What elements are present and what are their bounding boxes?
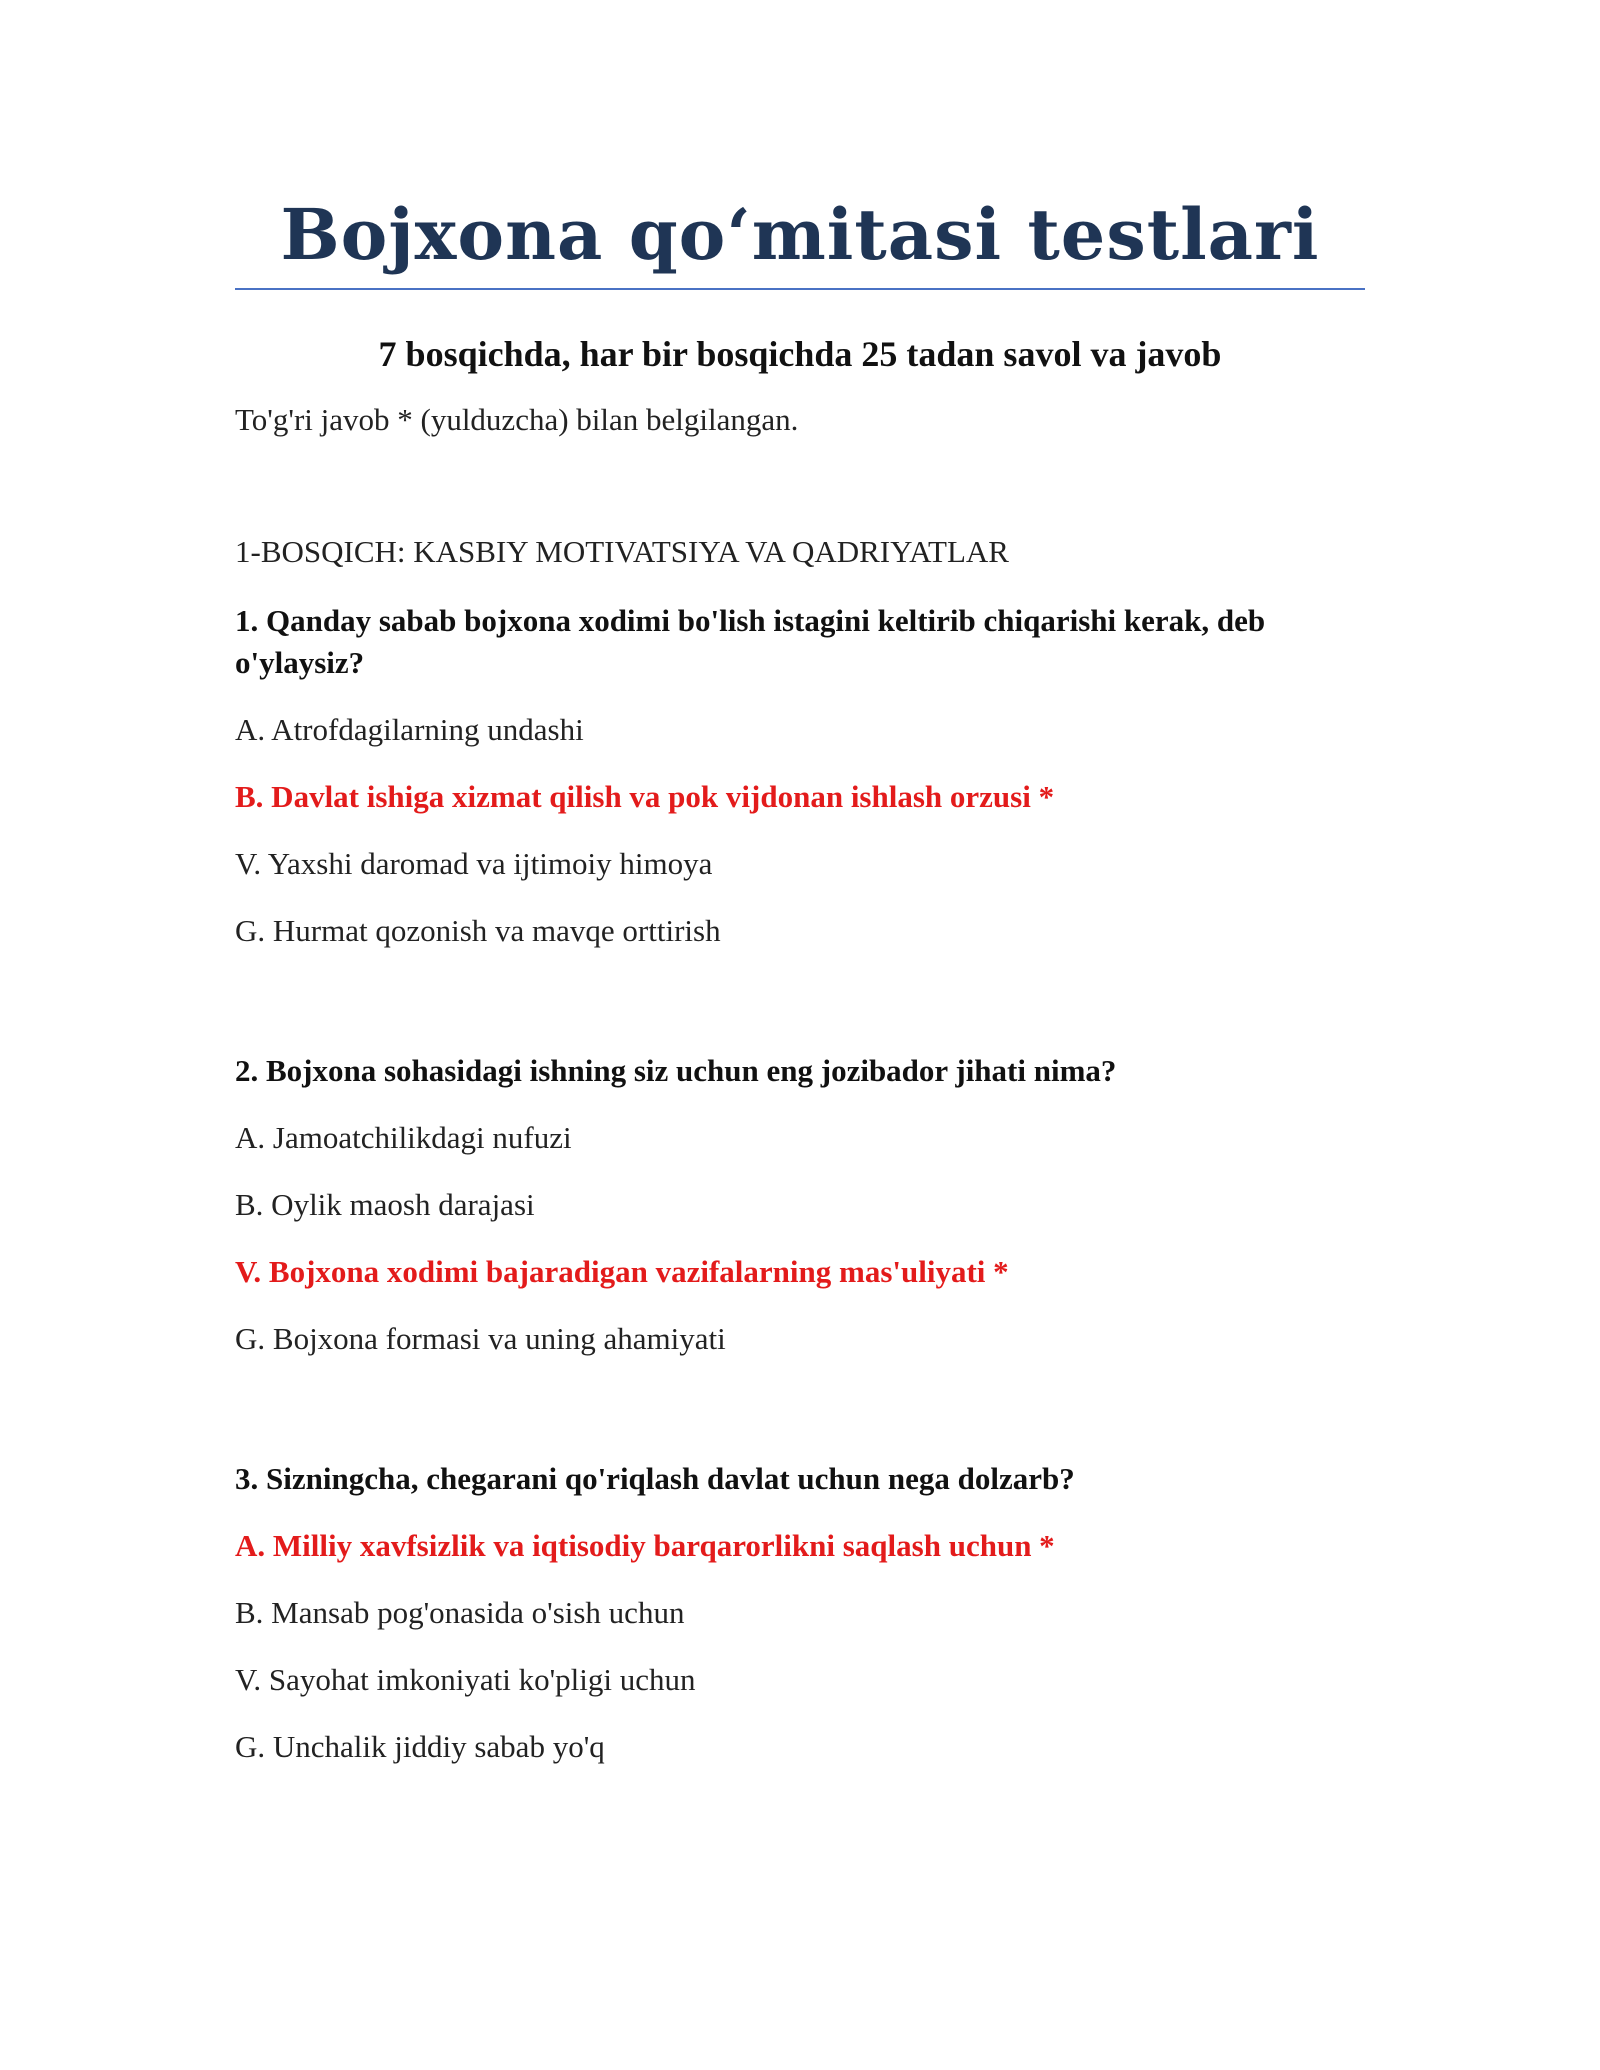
option-v-correct: V. Bojxona xodimi bajaradigan vazifalarning mas'uliyati *	[235, 1254, 1009, 1289]
option-v: V. Yaxshi daromad va ijtimoiy himoya	[235, 846, 713, 881]
question-text: 1. Qanday sabab bojxona xodimi bo'lish istagini keltirib chiqarishi kerak, deb o'ylaysiz?	[235, 603, 1266, 680]
stage-heading: 1-BOSQICH: KASBIY MOTIVATSIYA VA QADRIYATLAR	[235, 534, 1009, 569]
option-b-correct: B. Davlat ishiga xizmat qilish va pok vijdonan ishlash orzusi *	[235, 779, 1055, 814]
document-subtitle: 7 bosqichda, har bir bosqichda 25 tadan savol va javob	[378, 334, 1222, 374]
question-spacer	[235, 1360, 1365, 1430]
option-g: G. Hurmat qozonish va mavqe orttirish	[235, 913, 721, 948]
option-a: A. Atrofdagilarning undashi	[235, 712, 584, 747]
option-g: G. Bojxona formasi va uning ahamiyati	[235, 1321, 726, 1356]
option-a-correct: A. Milliy xavfsizlik va iqtisodiy barqarorlikni saqlash uchun *	[235, 1528, 1055, 1563]
question-2	[235, 1050, 1365, 1360]
option-b: B. Oylik maosh darajasi	[235, 1187, 535, 1222]
question-3	[235, 1458, 1365, 1768]
document-content	[235, 190, 1365, 1768]
document-title: Bojxona qo‘mitasi testlari	[235, 190, 1365, 290]
question-text: 2. Bojxona sohasidagi ishning siz uchun eng jozibador jihati nima?	[235, 1053, 1117, 1088]
question-text: 3. Sizningcha, chegarani qo'riqlash davlat uchun nega dolzarb?	[235, 1461, 1075, 1496]
option-v: V. Sayohat imkoniyati ko'pligi uchun	[235, 1662, 696, 1697]
option-b: B. Mansab pog'onasida o'sish uchun	[235, 1595, 685, 1630]
option-a: A. Jamoatchilikdagi nufuzi	[235, 1120, 572, 1155]
question-spacer	[235, 952, 1365, 1022]
question-1	[235, 600, 1365, 952]
option-g: G. Unchalik jiddiy sabab yo'q	[235, 1729, 605, 1764]
answer-key-note: To'g'ri javob * (yulduzcha) bilan belgilangan.	[235, 402, 799, 437]
